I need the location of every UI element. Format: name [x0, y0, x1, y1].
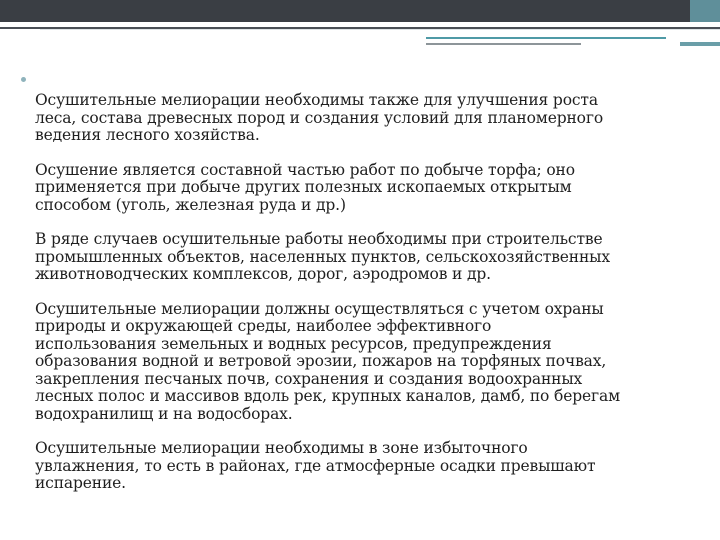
slide-top-corner-accent: [690, 0, 720, 22]
text-line: Осушение является составной частью работ по добыче торфа; оно: [35, 160, 575, 179]
text-line: животноводческих комплексов, дорог, аэродромов и др.: [35, 265, 491, 283]
slide-accent-line-teal: [426, 37, 666, 39]
text-line: применяется при добыче других полезных ископаемых открытым: [35, 178, 572, 196]
text-line: лесных полос и массивов вдоль рек, крупных каналов, дамб, по берегам: [35, 387, 620, 405]
text-line: Осушительные мелиорации должны осуществляться с учетом охраны: [35, 299, 604, 318]
paragraph: [35, 440, 655, 493]
text-line: леса, состава древесных пород и создания условий для планомерного: [35, 108, 604, 127]
paragraph: [35, 162, 655, 215]
text-line: ведения лесного хозяйства.: [35, 126, 260, 144]
text-line: В ряде случаев осушительные работы необходимы при строительстве: [35, 230, 603, 248]
text-line: закрепления песчаных почв, сохранения и создания водоохранных: [35, 369, 583, 388]
text-line: Осушительные мелиорации необходимы также для улучшения роста: [35, 91, 598, 109]
slide-accent-line-right: [680, 42, 720, 46]
bullet-marker: [21, 77, 26, 82]
slide-accent-line-gray: [426, 43, 581, 45]
text-line: Осушительные мелиорации необходимы в зоне избыточного: [35, 439, 528, 457]
text-line: природы и окружающей среды, наиболее эффективного: [35, 317, 492, 335]
text-line: испарение.: [35, 474, 126, 492]
text-line: увлажнения, то есть в районах, где атмосферные осадки превышают: [35, 456, 596, 475]
text-line: способом (уголь, железная руда и др.): [35, 195, 346, 214]
slide-header-highlight: [40, 29, 720, 30]
slide-top-bar: [0, 0, 720, 22]
text-line: использования земельных и водных ресурсов, предупреждения: [35, 334, 552, 353]
text-line: промышленных объектов, населенных пунктов, сельскохозяйственных: [35, 247, 610, 266]
paragraph: [35, 92, 655, 145]
slide-body-text: [35, 92, 655, 510]
text-line: водохранилищ и на водосборах.: [35, 404, 293, 423]
paragraph: [35, 231, 655, 284]
paragraph: [35, 301, 655, 424]
text-line: образования водной и ветровой эрозии, пожаров на торфяных почвах,: [35, 352, 607, 370]
